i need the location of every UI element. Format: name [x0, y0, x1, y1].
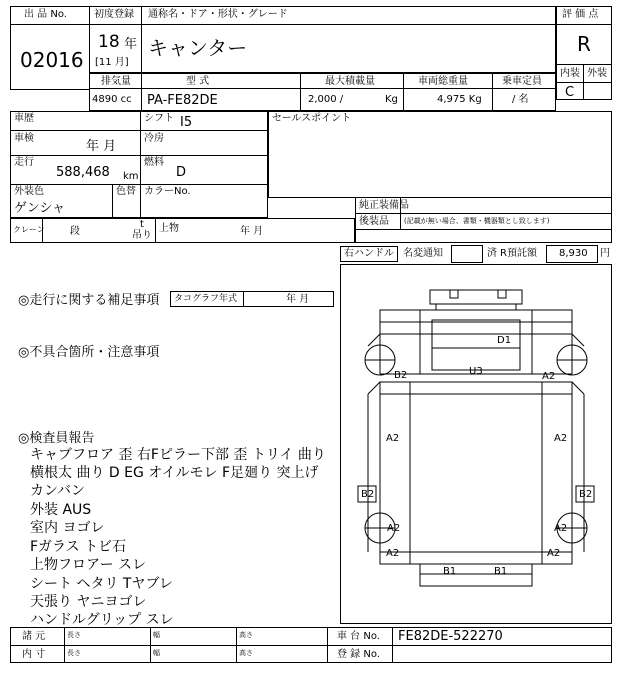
inspector-report-heading: ◎検査員報告 [18, 431, 95, 446]
gross-weight-label: 車両総重量 [418, 76, 468, 87]
inner-label: 内 寸 [22, 649, 46, 660]
report-line: 室内 ヨゴレ [30, 520, 105, 536]
interior-grade: C [565, 85, 575, 100]
crane-hook: 吊り [132, 230, 152, 241]
rhd: 右ハンドル [344, 248, 394, 259]
report-line: カンバン [30, 483, 86, 499]
name-change-box [451, 245, 483, 263]
report-line: 上物フロアー スレ [30, 557, 147, 573]
damage-mark: A2 [554, 523, 568, 534]
aftermarket-label: 後装品 [359, 216, 389, 227]
model-code: PA-FE82DE [147, 93, 218, 108]
mileage-unit: km [123, 171, 139, 182]
interior-label: 内装 [560, 68, 580, 79]
name-change-label: 名変通知 [403, 248, 443, 259]
model-code-label: 型 式 [186, 76, 210, 87]
tachograph-value: 年 月 [286, 294, 310, 305]
ac-label: 冷房 [144, 133, 164, 144]
year-unit: 年 [124, 37, 138, 52]
deposit: 8,930 [559, 248, 588, 259]
shift-label: シフト [144, 113, 174, 124]
report-line: 天張り ヤニヨゴレ [30, 594, 147, 610]
capacity-label: 乗車定員 [502, 76, 542, 87]
report-line: キャブフロア 歪 右Fピラー下部 歪 トリイ 曲り [30, 447, 326, 463]
upper-date: 年 月 [240, 226, 264, 237]
height-label: 高さ [239, 631, 253, 639]
lot-number: 02016 [20, 48, 84, 72]
deposit-label: R預託額 [500, 248, 537, 259]
damage-mark: B2 [361, 489, 375, 500]
deposit-unit: 円 [600, 248, 610, 259]
chassis-label: 車 台 No. [337, 631, 380, 642]
lot-no-label: 出 品 No. [24, 9, 67, 20]
fuel-value: D [176, 165, 187, 180]
report-line: ハンドルグリップ スレ [30, 612, 174, 628]
width-label: 幅 [153, 631, 160, 639]
displacement-label: 排気量 [101, 76, 131, 87]
damage-mark: A2 [386, 433, 400, 444]
chassis-no: FE82DE-522270 [398, 629, 503, 644]
specs-label: 諸 元 [22, 631, 46, 642]
damage-mark: U3 [469, 366, 483, 377]
truck-diagram [340, 264, 612, 624]
capacity: / 名 [512, 94, 529, 105]
travel-notes-heading: ◎走行に関する補足事項 [18, 293, 160, 308]
color-no-label: 色替 [116, 186, 136, 197]
registration-label: 登 録 No. [337, 649, 380, 660]
exterior-label: 外装 [587, 68, 607, 79]
month-value: [11 月] [95, 57, 129, 68]
crane-ton: t [140, 219, 144, 230]
length-label: 長さ [67, 631, 81, 639]
history-label: 車歴 [14, 113, 34, 124]
length-label: 長さ [67, 649, 81, 657]
color-code-label: カラーNo. [144, 186, 191, 197]
overall-rating: R [577, 32, 591, 56]
ext-color: ゲンシャ [14, 201, 66, 216]
report-line: 外装 AUS [30, 502, 92, 518]
damage-mark: B1 [443, 566, 457, 577]
shift-value: I5 [180, 115, 193, 130]
model-name: キャンター [148, 36, 248, 60]
inspection-label: 車検 [14, 133, 34, 144]
sales-point-box [268, 111, 612, 198]
ext-color-label: 外装色 [14, 186, 44, 197]
rating-label: 評 価 点 [562, 9, 599, 20]
damage-mark: A2 [387, 523, 401, 534]
crane-stage: 段 [70, 226, 80, 237]
report-line: Fガラス トビ石 [30, 539, 127, 555]
upper-label: 上物 [159, 223, 179, 234]
first-registration-label: 初度登録 [94, 9, 134, 20]
tachograph-label: タコグラフ年式 [174, 294, 238, 304]
standard-equipment-label: 純正装備品 [359, 200, 409, 211]
max-load: 2,000 / [308, 94, 344, 105]
mileage-value: 588,468 [56, 165, 110, 180]
damage-mark: A2 [554, 433, 568, 444]
report-line: シート ヘタリ Tヤブレ [30, 576, 173, 592]
mileage-label: 走行 [14, 157, 34, 168]
height-label: 高さ [239, 649, 253, 657]
aftermarket-note: (記載が無い場合、書類・機器類とし致します) [404, 217, 550, 225]
year-value: 18 [98, 32, 120, 52]
inspection-value: 年 月 [86, 139, 117, 154]
damage-mark: A2 [547, 548, 561, 559]
gross-weight: 4,975 Kg [437, 94, 482, 105]
damage-mark: A2 [386, 548, 400, 559]
model-name-label: 通称名・ドア・形状・グレード [148, 9, 288, 20]
report-line: 横根太 曲り D EG オイルモレ F足廻り 突上げ [30, 465, 319, 481]
crane-label: クレーン [13, 225, 45, 234]
damage-mark: D1 [497, 335, 512, 346]
width-label: 幅 [153, 649, 160, 657]
damage-mark: B2 [394, 370, 408, 381]
displacement: 4890 cc [92, 94, 132, 105]
damage-mark: B1 [494, 566, 508, 577]
damage-mark: B2 [579, 489, 593, 500]
max-load-unit: Kg [385, 94, 398, 105]
fuel-label: 燃料 [144, 157, 164, 168]
deposit-prefix: 済 [487, 248, 497, 259]
sales-point-label: セールスポイント [272, 113, 352, 124]
defects-heading: ◎不具合箇所・注意事項 [18, 345, 160, 360]
damage-mark: A2 [542, 371, 556, 382]
crane-row [10, 218, 355, 243]
max-load-label: 最大積載量 [325, 76, 375, 87]
